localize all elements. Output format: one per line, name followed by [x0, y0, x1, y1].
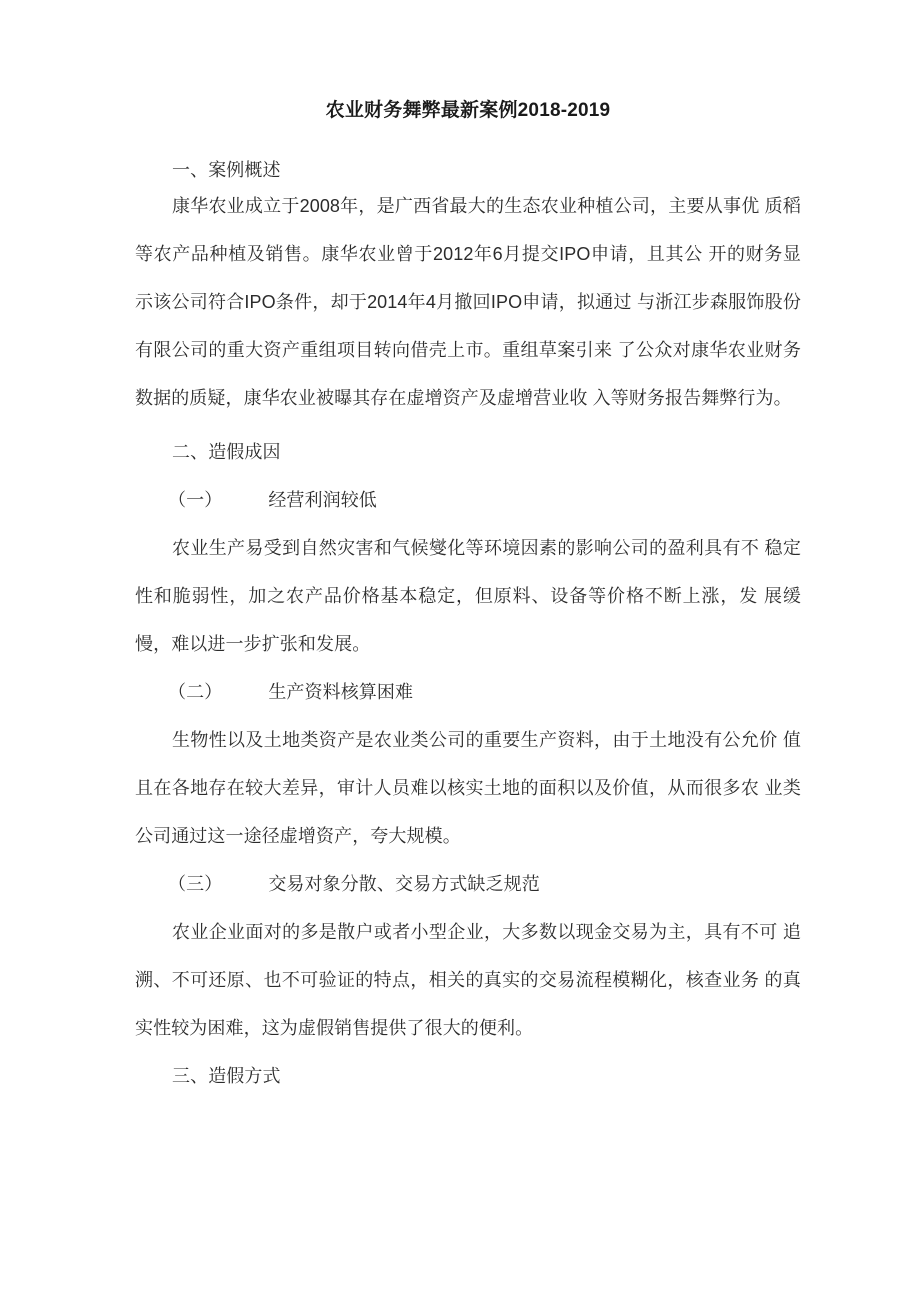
- subsection-heading-transaction-irregularity: [135, 860, 801, 908]
- subsection-number-3: （三）: [168, 874, 223, 894]
- paragraph-low-profit: 农业生产易受到自然灾害和气候燮化等环境因素的影响公司的盈利具有不 稳定性和脆弱性，加之农产品价格基本稳定，但原料、设备等价格不断上涨，发 展缓慢，难以进一步扩张和发展。: [135, 538, 801, 654]
- subsection-label-2: 生产资料核算困难: [268, 682, 414, 702]
- page-title: 农业财务舞弊最新案例2018-2019: [325, 100, 611, 121]
- section-heading-fraud-causes: 二、造假成因: [172, 442, 281, 462]
- subsection-label-1: 经营利润较低: [268, 490, 377, 510]
- subsection-label-3: 交易对象分散、交易方式缺乏规范: [268, 874, 540, 894]
- section-heading-case-overview: 一、案例概述: [172, 160, 281, 180]
- paragraph-case-overview: 康华农业成立于2008年，是广西省最大的生态农业种植公司，主要从事优 质稻等农产品种植及销售。康华农业曾于2012年6月提交IPO申请，且其公 开的财务显示该公司符合IPO条件，却于2014年4月撤回IPO申请，拟通过 与浙江步森服饰股份有限公司的重大资产重组项目转向借壳上市。重组草案引来 了公众对康华农业财务数据的质疑，康华农业被曝其存在虚增资产及虚增营业收 入等财务报告舞弊行为。: [135, 196, 801, 408]
- subsection-number-1: （一）: [168, 490, 223, 510]
- section-heading-fraud-methods: 三、造假方式: [172, 1066, 281, 1086]
- subsection-heading-low-profit: [135, 476, 801, 524]
- paragraph-transaction-irregularity: 农业企业面对的多是散户或者小型企业，大多数以现金交易为主，具有不可 追溯、不可还原、也不可验证的特点，相关的真实的交易流程模糊化，核查业务 的真实性较为困难，这为虚假销售提供了很大的便利。: [135, 922, 801, 1038]
- paragraph-accounting-difficulty: 生物性以及土地类资产是农业类公司的重要生产资料，由于土地没有公允价 值且在各地存在较大差异，审计人员难以核实土地的面积以及价值，从而很多农 业类公司通过这一途径虚增资产，夸大规模。: [135, 730, 801, 846]
- subsection-number-2: （二）: [168, 682, 223, 702]
- subsection-heading-accounting-difficulty: [135, 668, 801, 716]
